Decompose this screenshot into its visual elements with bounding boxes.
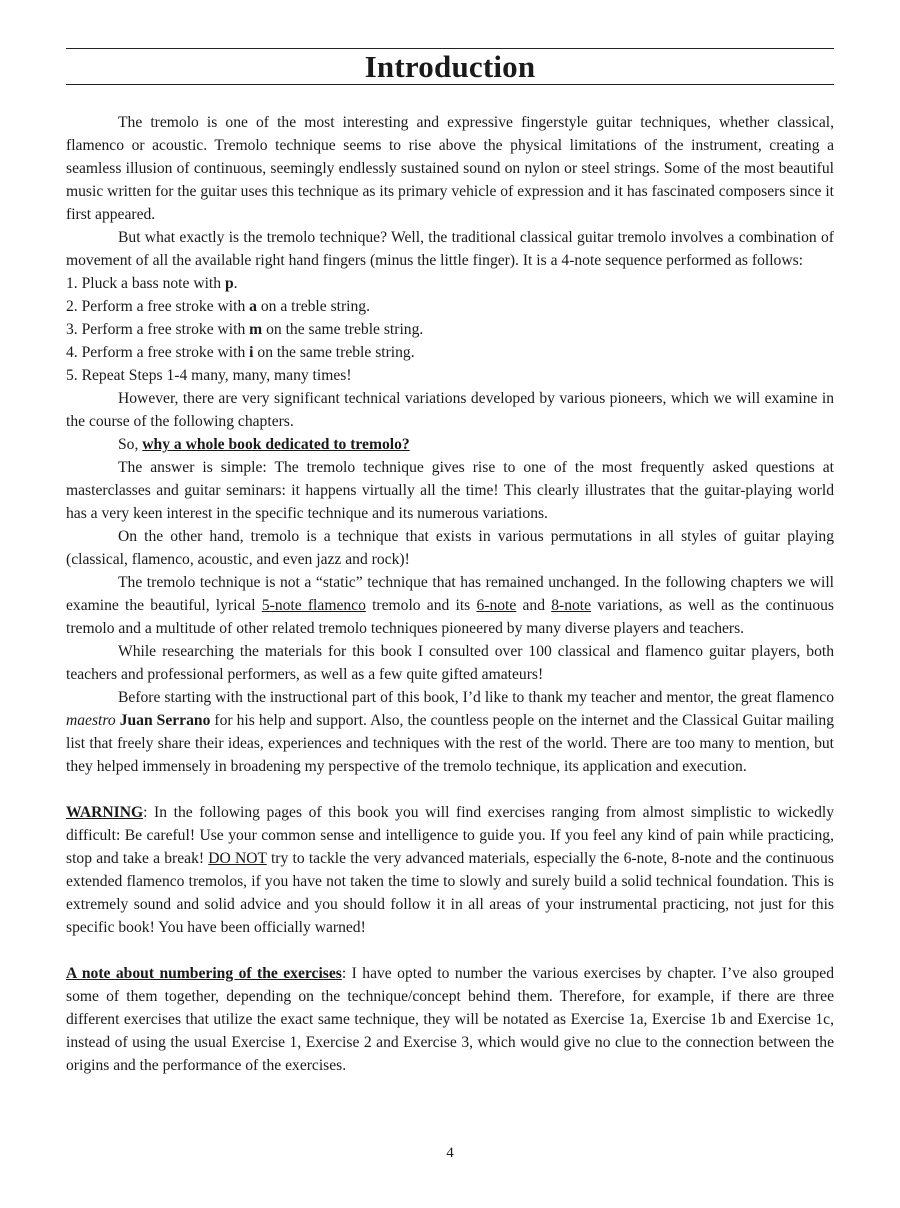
list-item: 5. Repeat Steps 1-4 many, many, many times! [66, 367, 352, 384]
paragraph-warning: WARNING: In the following pages of this book you will find exercises ranging from almost simplistic to wickedly difficult: Be careful! Use your common sense and intelligence to guide you. If you feel any kind of pain while practicing, stop and take a break! DO NOT try to tackle the very advanced materials, especially the 6-note, 8-note and the continuous extended flamenco tremolos, if you have not taken the time to slowly and surely build a solid technical foundation. This is extremely sound and solid advice and you should follow it in all areas of your instrumental practicing, not just for this specific book! You have been officially warned! [66, 804, 835, 936]
list-item: 1. Pluck a bass note with p. [66, 275, 238, 292]
paragraph-what-is-tremolo: But what exactly is the tremolo technique? Well, the traditional classical guitar tremolo involves a combination of movement of all the available right hand fingers (minus the little finger). It is a 4-note sequence performed as follows: [66, 229, 834, 269]
page-title: Introduction [364, 49, 536, 84]
list-item: 3. Perform a free stroke with m on the same treble string. [66, 321, 424, 338]
warning-label: WARNING [66, 804, 144, 821]
paragraph-intro: The tremolo is one of the most interesting and expressive fingerstyle guitar techniques, whether classical, flamenco or acoustic. Tremolo technique seems to rise above the physical limitations of the instrument, creating a seamless illusion of continuous, seemingly endlessly sustained sound on nylon or steel strings. Some of the most beautiful music written for the guitar uses this technique as its primary vehicle of expression and it has fascinated composers since it first appeared. [66, 114, 834, 223]
why-book-heading: why a whole book dedicated to tremolo? [142, 436, 410, 453]
paragraph-research: While researching the materials for this book I consulted over 100 classical and flamenco guitar players, both teachers and professional performers, as well as a few quite gifted amateurs! [66, 643, 834, 683]
title-rule-bottom [66, 84, 834, 85]
document-page [66, 0, 834, 1208]
page-number: 4 [446, 1145, 454, 1161]
body-text [66, 111, 834, 1077]
paragraph-variations: However, there are very significant technical variations developed by various pioneers, which we will examine in the course of the following chapters. [66, 390, 834, 430]
list-item: 2. Perform a free stroke with a on a treble string. [66, 298, 370, 315]
paragraph-styles: On the other hand, tremolo is a technique that exists in various permutations in all styles of guitar playing (classical, flamenco, acoustic, and even jazz and rock)! [66, 528, 834, 568]
numbering-note-label: A note about numbering of the exercises [66, 965, 342, 982]
paragraph-thanks: Before starting with the instructional part of this book, I’d like to thank my teacher and mentor, the great flamenco maestro Juan Serrano for his help and support. Also, the countless people on the internet and the Classical Guitar mailing list that freely share their ideas, experiences and techniques with the rest of the world. There are too many to mention, but they helped immensely in broadening my perspective of the tremolo technique, its application and execution. [66, 689, 834, 775]
paragraph-why-book: So, why a whole book dedicated to tremolo? [118, 436, 410, 453]
tremolo-steps-list [66, 272, 834, 387]
paragraph-answer: The answer is simple: The tremolo technique gives rise to one of the most frequently asked questions at masterclasses and guitar seminars: it happens virtually all the time! This clearly illustrates that the guitar-playing world has a very keen interest in the specific technique and its numerous variations. [66, 459, 834, 522]
paragraph-numbering-note: A note about numbering of the exercises: I have opted to number the various exercises by chapter. I’ve also grouped some of them together, depending on the technique/concept behind them. Therefore, for example, if there are three different exercises that utilize the exact same technique, they will be notated as Exercise 1a, Exercise 1b and Exercise 1c, instead of using the usual Exercise 1, Exercise 2 and Exercise 3, which would give no clue to the connection between the origins and the performance of the exercises. [66, 965, 834, 1074]
paragraph-not-static: The tremolo technique is not a “static” technique that has remained unchanged. In the following chapters we will examine the beautiful, lyrical 5-note flamenco tremolo and its 6-note and 8-note variations, as well as the continuous tremolo and a multitude of other related tremolo techniques pioneered by many diverse players and teachers. [66, 574, 834, 637]
list-item: 4. Perform a free stroke with i on the same treble string. [66, 344, 415, 361]
